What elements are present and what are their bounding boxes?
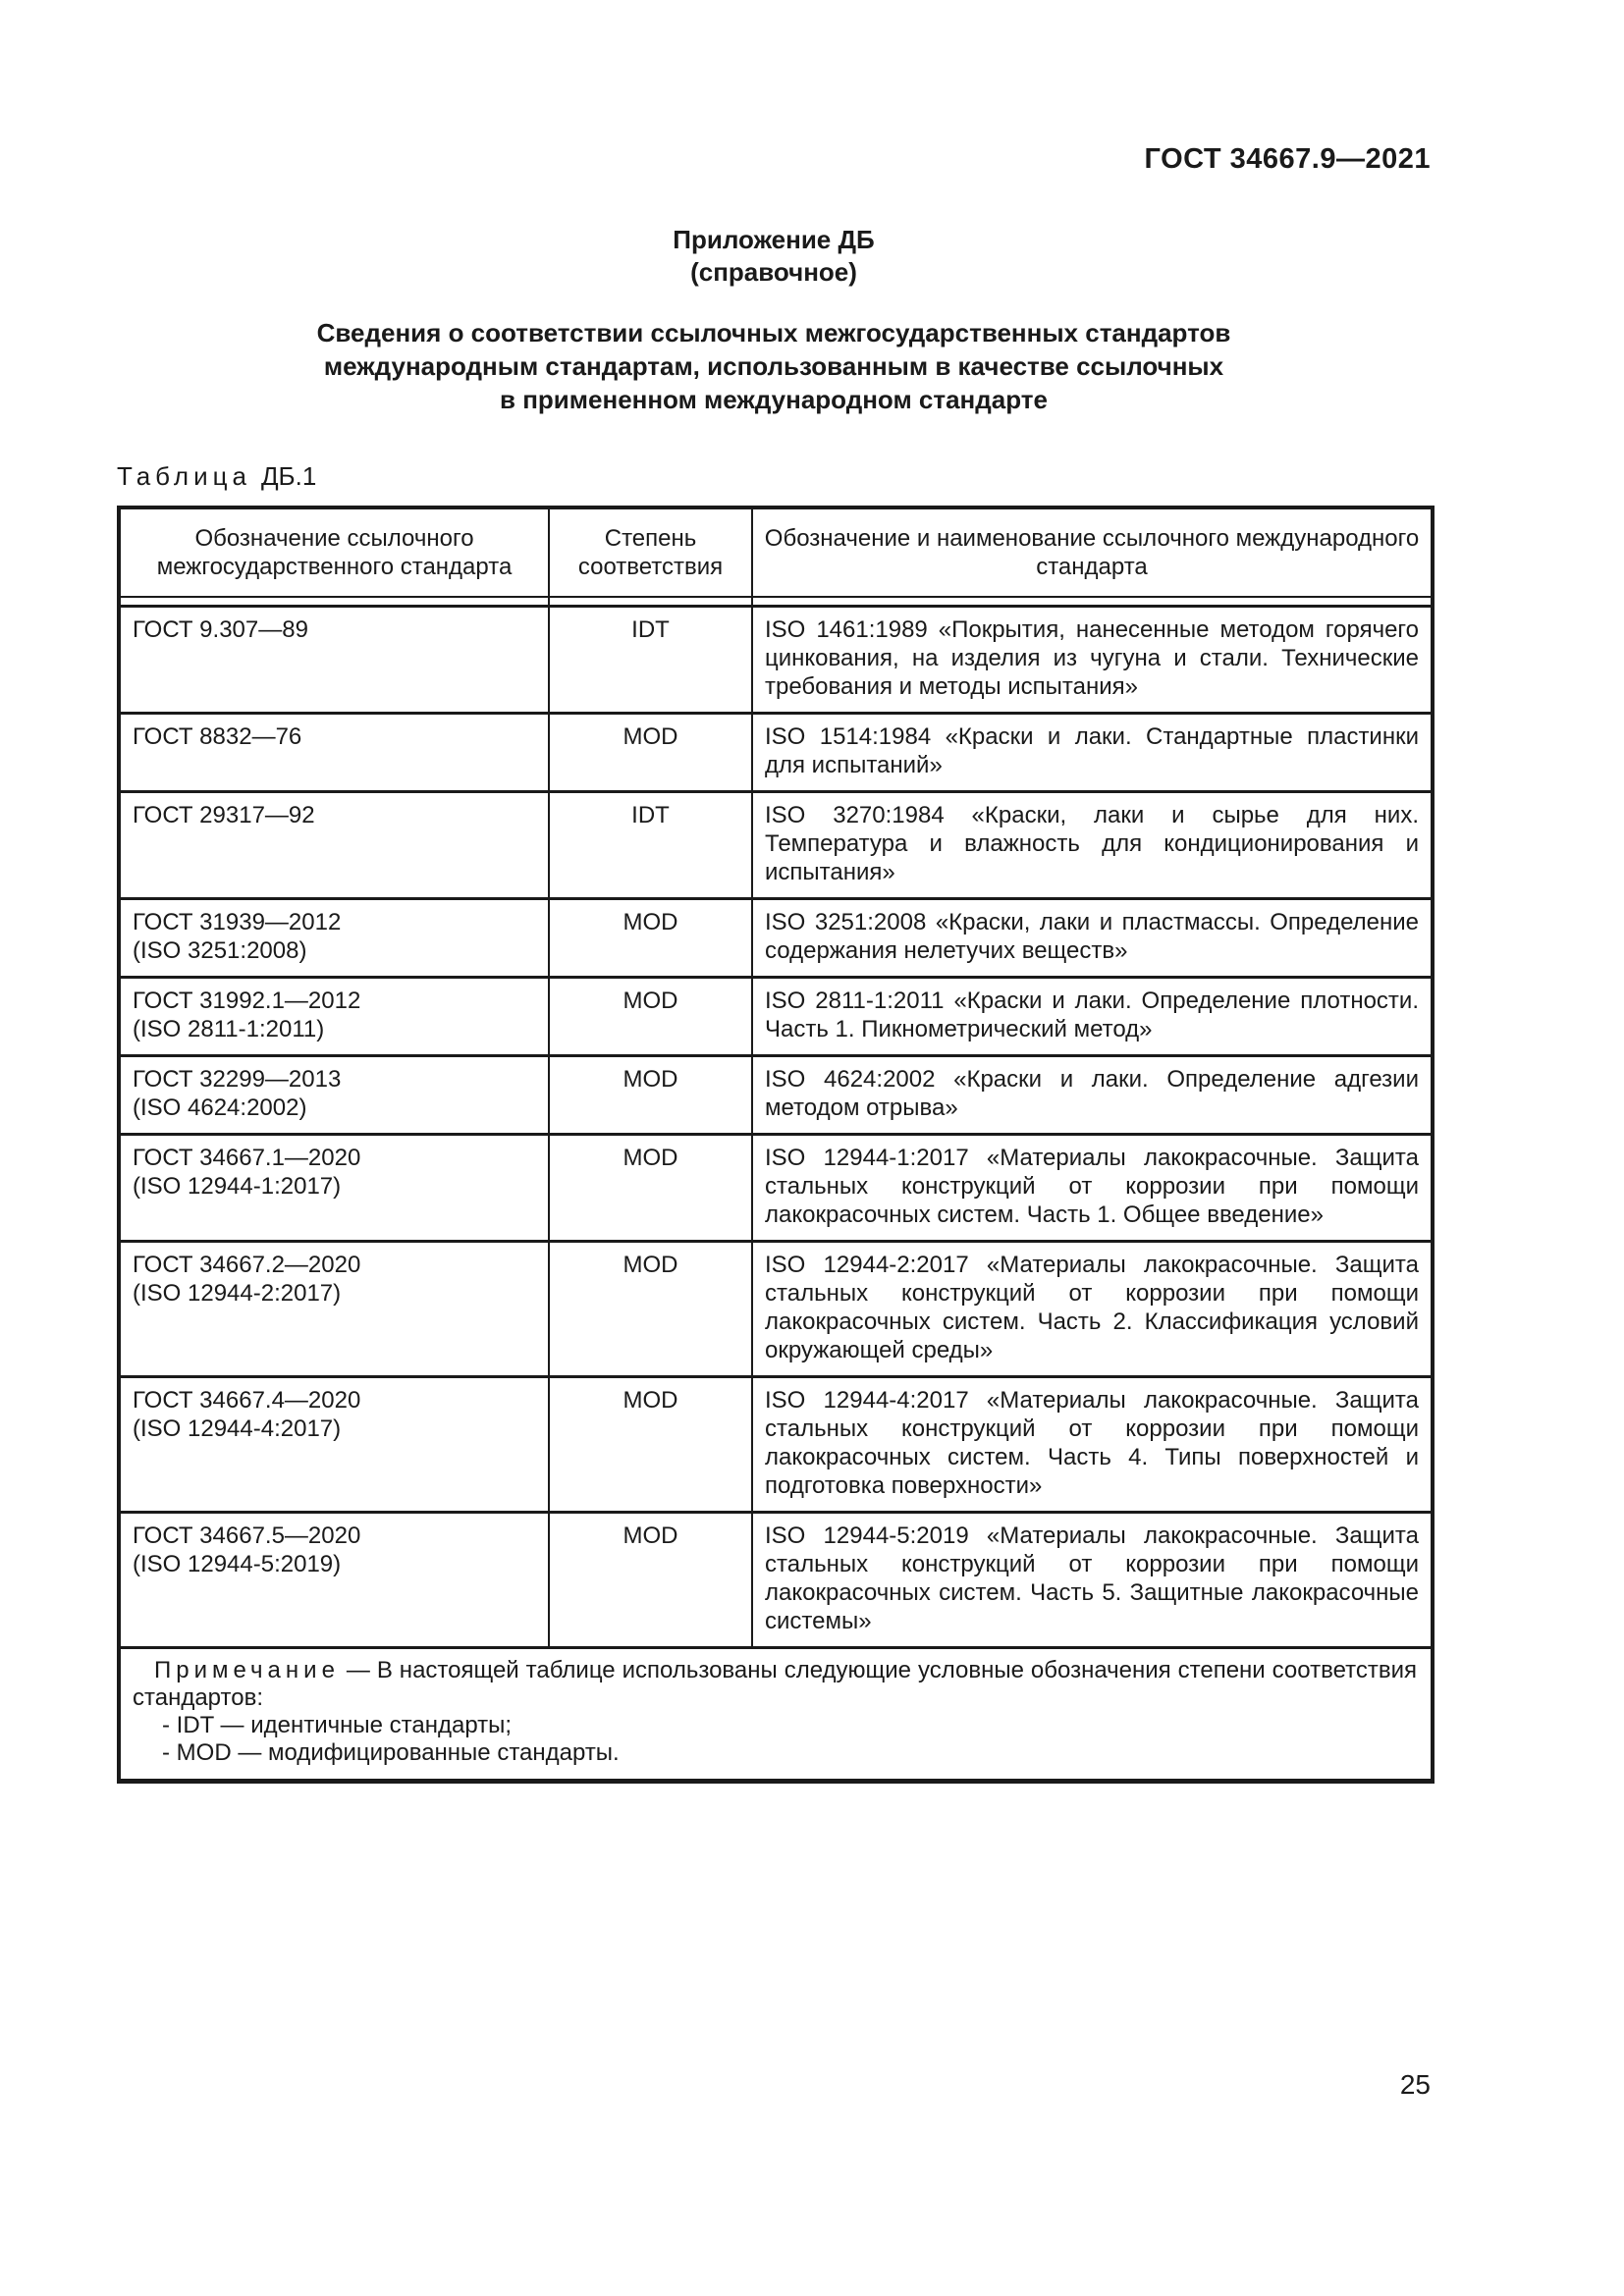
document-title-line: Сведения о соответствии ссылочных межгосударственных стандартов	[316, 318, 1231, 347]
cell-correspondence-degree: MOD	[549, 1242, 752, 1377]
cell-correspondence-degree: IDT	[549, 792, 752, 899]
table-row	[119, 1242, 1433, 1377]
table-row	[119, 978, 1433, 1056]
cell-gost-designation	[119, 1242, 549, 1377]
gost-designation-iso-ref: (ISO 12944-5:2019)	[133, 1551, 342, 1577]
annex-subtitle: (справочное)	[690, 257, 857, 287]
cell-gost-designation	[119, 1513, 549, 1648]
cell-correspondence-degree: MOD	[549, 1135, 752, 1242]
table-row	[119, 1513, 1433, 1648]
cell-correspondence-degree: MOD	[549, 1513, 752, 1648]
table-row	[119, 1056, 1433, 1135]
document-title-line: международным стандартам, использованным в качестве ссылочных	[323, 351, 1224, 381]
table-caption	[117, 461, 316, 492]
column-header-gost-designation: Обозначение ссылочного межгосударственного стандарта	[119, 507, 549, 597]
document-title	[117, 316, 1431, 416]
cell-international-standard: ISO 12944-1:2017 «Материалы лакокрасочные. Защита стальных конструкций от коррозии при помощи лакокрасочных систем. Часть 1. Общее введение»	[752, 1135, 1433, 1242]
cell-international-standard: ISO 1461:1989 «Покрытия, нанесенные методом горячего цинкования, на изделия из чугуна и стали. Технические требования и методы испытания»	[752, 607, 1433, 714]
table-row	[119, 1377, 1433, 1513]
table-caption-number: ДБ.1	[260, 461, 317, 491]
cell-international-standard: ISO 2811-1:2011 «Краски и лаки. Определение плотности. Часть 1. Пикнометрический метод»	[752, 978, 1433, 1056]
cell-correspondence-degree: MOD	[549, 714, 752, 792]
table-caption-word: Таблица	[117, 461, 251, 491]
gost-designation-iso-ref: (ISO 4624:2002)	[133, 1095, 307, 1121]
gost-designation-iso-ref: (ISO 12944-1:2017)	[133, 1173, 342, 1200]
cell-correspondence-degree: MOD	[549, 1377, 752, 1513]
page-number: 25	[1399, 2069, 1431, 2100]
gost-designation-text: ГОСТ 9.307—89	[133, 616, 308, 643]
cell-international-standard: ISO 12944-4:2017 «Материалы лакокрасочные. Защита стальных конструкций от коррозии при помощи лакокрасочных систем. Часть 4. Типы поверхностей и подготовка поверхности»	[752, 1377, 1433, 1513]
gost-designation-text: ГОСТ 34667.5—2020	[133, 1522, 361, 1549]
table-note-row	[119, 1648, 1433, 1782]
cell-international-standard: ISO 3251:2008 «Краски, лаки и пластмассы. Определение содержания нелетучих веществ»	[752, 899, 1433, 978]
table-row	[119, 607, 1433, 714]
cell-international-standard: ISO 3270:1984 «Краски, лаки и сырье для них. Температура и влажность для кондиционирования и испытания»	[752, 792, 1433, 899]
header-separator-gap	[119, 597, 1433, 607]
cell-international-standard: ISO 1514:1984 «Краски и лаки. Стандартные пластинки для испытаний»	[752, 714, 1433, 792]
gost-designation-iso-ref: (ISO 2811-1:2011)	[133, 1016, 325, 1042]
cell-correspondence-degree: MOD	[549, 978, 752, 1056]
cell-gost-designation	[119, 1377, 549, 1513]
column-header-degree: Степень соответствия	[549, 507, 752, 597]
separator-gap-cell	[752, 597, 1433, 607]
gost-designation-text: ГОСТ 31939—2012	[133, 909, 342, 935]
gost-designation-text: ГОСТ 8832—76	[133, 723, 302, 750]
gost-designation-text: ГОСТ 29317—92	[133, 802, 315, 828]
note-item-idt: - IDT — идентичные стандарты;	[162, 1712, 513, 1738]
separator-gap-cell	[549, 597, 752, 607]
cell-gost-designation	[119, 607, 549, 714]
gost-designation-iso-ref: (ISO 12944-4:2017)	[133, 1415, 342, 1442]
separator-gap-cell	[119, 597, 549, 607]
gost-designation-text: ГОСТ 32299—2013	[133, 1066, 342, 1093]
note-body: — В настоящей таблице использованы следующие условные обозначения степени соответствия стандартов:	[133, 1657, 1417, 1711]
note-item-mod: - MOD — модифицированные стандарты.	[162, 1739, 620, 1766]
cell-correspondence-degree: MOD	[549, 1056, 752, 1135]
running-header: ГОСТ 34667.9—2021	[1144, 143, 1431, 175]
cell-correspondence-degree: IDT	[549, 607, 752, 714]
cell-gost-designation	[119, 714, 549, 792]
gost-designation-text: ГОСТ 34667.4—2020	[133, 1387, 361, 1414]
annex-heading	[117, 224, 1431, 289]
cell-gost-designation	[119, 899, 549, 978]
note-label: Примечание	[154, 1657, 340, 1683]
annex-title: Приложение ДБ	[673, 225, 875, 254]
gost-designation-text: ГОСТ 31992.1—2012	[133, 988, 361, 1014]
cell-gost-designation	[119, 1135, 549, 1242]
cell-gost-designation	[119, 792, 549, 899]
cell-international-standard: ISO 12944-2:2017 «Материалы лакокрасочные. Защита стальных конструкций от коррозии при помощи лакокрасочных систем. Часть 2. Классификация условий окружающей среды»	[752, 1242, 1433, 1377]
note-text	[133, 1657, 1417, 1712]
cell-gost-designation	[119, 978, 549, 1056]
cell-international-standard: ISO 4624:2002 «Краски и лаки. Определение адгезии методом отрыва»	[752, 1056, 1433, 1135]
gost-designation-iso-ref: (ISO 3251:2008)	[133, 937, 307, 964]
table-note-cell	[119, 1648, 1433, 1782]
table-row	[119, 714, 1433, 792]
gost-designation-text: ГОСТ 34667.1—2020	[133, 1145, 361, 1171]
table-row	[119, 899, 1433, 978]
document-title-line: в примененном международном стандарте	[500, 385, 1048, 414]
cell-international-standard: ISO 12944-5:2019 «Материалы лакокрасочные. Защита стальных конструкций от коррозии при помощи лакокрасочных систем. Часть 5. Защитные лакокрасочные системы»	[752, 1513, 1433, 1648]
table-header-row	[119, 507, 1433, 597]
correspondence-table	[117, 506, 1435, 1784]
cell-gost-designation	[119, 1056, 549, 1135]
gost-designation-text: ГОСТ 34667.2—2020	[133, 1252, 361, 1278]
column-header-international: Обозначение и наименование ссылочного международного стандарта	[752, 507, 1433, 597]
cell-correspondence-degree: MOD	[549, 899, 752, 978]
table-row	[119, 1135, 1433, 1242]
table-row	[119, 792, 1433, 899]
gost-designation-iso-ref: (ISO 12944-2:2017)	[133, 1280, 342, 1307]
